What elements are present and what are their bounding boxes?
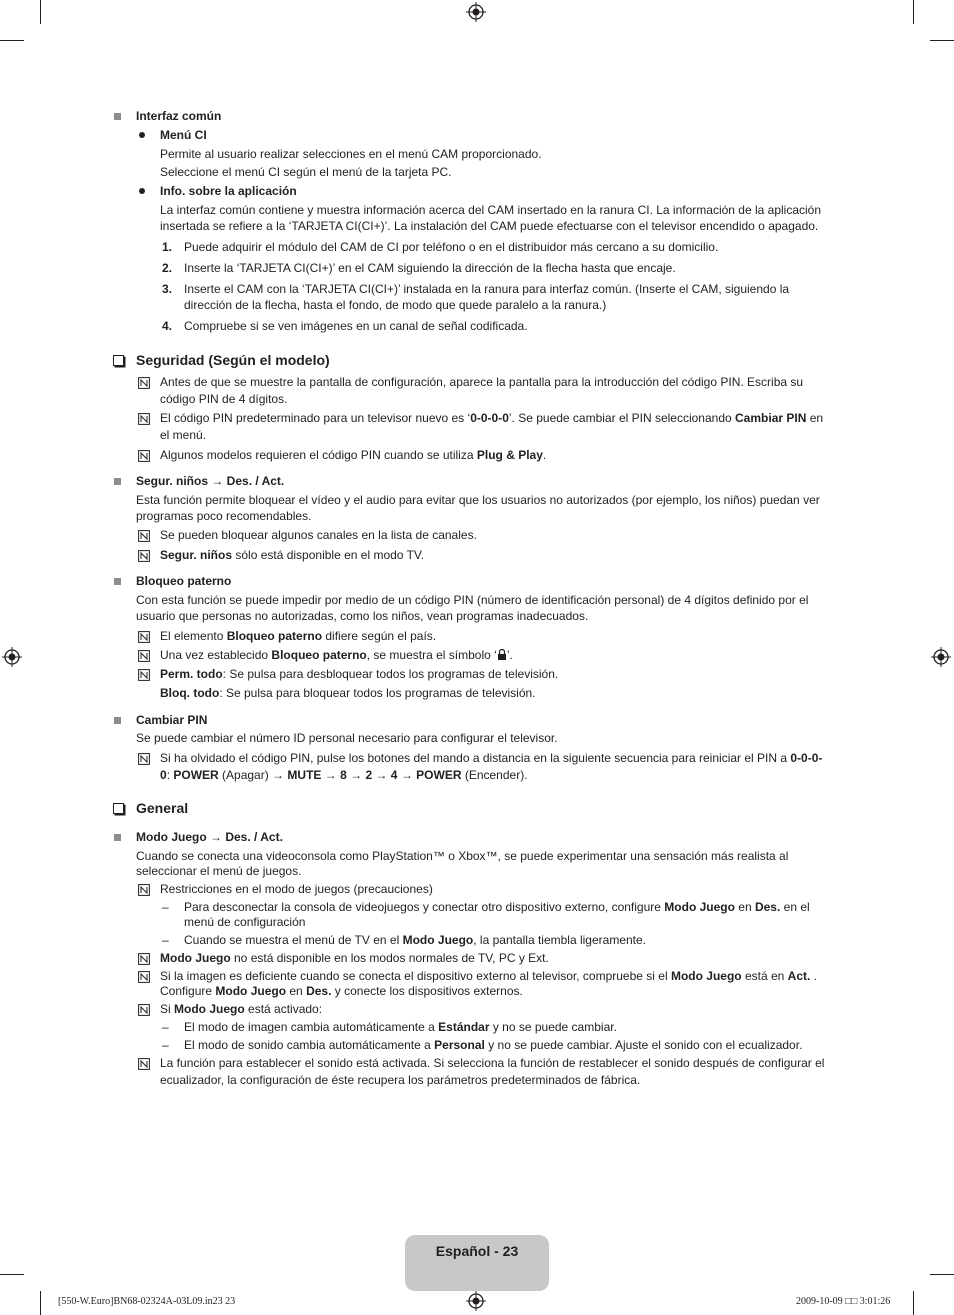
note-icon — [138, 884, 150, 896]
note-icon — [138, 413, 150, 425]
step-number: 1. — [162, 240, 173, 254]
note-text: 0: POWER (Apagar) → MUTE → 8 → 2 → 4 → POWER (Encender). — [160, 768, 528, 782]
note-text: Configure Modo Juego en Des. y conecte los dispositivos externos. — [160, 984, 523, 998]
dash-text: Para desconectar la consola de videojuegos y conectar otro dispositivo externo, configure Modo Juego en Des. en el — [184, 900, 810, 914]
subsection-title: Modo Juego → Des. / Act. — [136, 830, 283, 844]
note-text: Algunos modelos requieren el código PIN cuando se utiliza Plug & Play. — [160, 448, 547, 462]
item-title: Info. sobre la aplicación — [160, 184, 297, 198]
note-text: Bloq. todo: Se pulsa para bloquear todos los programas de televisión. — [160, 686, 536, 700]
step-text: Inserte el CAM con la ‘TARJETA CI(CI+)’ instalada en la ranura para interfaz común. (Inserte el CAM, siguiendo la — [184, 282, 790, 296]
section-title: General — [136, 800, 189, 816]
note-icon — [138, 550, 150, 562]
body-text: Cuando se conecta una videoconsola como PlayStation™ o Xbox™, se puede experimentar una sensación más realista al — [136, 849, 789, 863]
note-icon — [138, 971, 150, 983]
body-text: seleccionar el menú de juegos. — [136, 864, 302, 878]
note-text: Restricciones en el modo de juegos (precauciones) — [160, 882, 433, 896]
note-text: Si la imagen es deficiente cuando se conecta el dispositivo externo al televisor, compruebe si el Modo Juego está en Act. . — [160, 969, 818, 983]
note-text: Si Modo Juego está activado: — [160, 1002, 323, 1016]
note-icon — [138, 753, 150, 765]
body-text: Seleccione el menú CI según el menú de la tarjeta PC. — [160, 165, 452, 179]
crop-mark — [930, 40, 954, 41]
body-text: usuario que personas no autorizadas, como los niños, vean programas inadecuados. — [136, 609, 589, 623]
page-number-label: Español - 23 — [435, 1243, 519, 1259]
crop-mark — [0, 40, 24, 41]
dash-bullet: – — [162, 1020, 169, 1034]
square-bullet-icon — [114, 478, 121, 485]
registration-mark-icon — [466, 2, 486, 22]
body-text: programas poco recomendables. — [136, 509, 312, 523]
note-text: Si ha olvidado el código PIN, pulse los botones del mando a distancia en la siguiente secuencia para reiniciar el PIN a 0-0-0- — [160, 751, 823, 765]
item-title: Menú CI — [160, 128, 207, 142]
note-text: Segur. niños sólo está disponible en el modo TV. — [160, 548, 425, 562]
note-text: Una vez establecido Bloqueo paterno, se muestra el símbolo ‘ ’. — [160, 648, 513, 662]
registration-mark-icon — [466, 1291, 486, 1311]
dash-bullet: – — [162, 900, 169, 914]
note-text: El código PIN predeterminado para un televisor nuevo es ‘0-0-0-0’. Se puede cambiar el PIN seleccionando Cambiar PIN en — [160, 411, 824, 425]
subsection-title: Bloqueo paterno — [136, 574, 232, 588]
step-text: dirección de la flecha, hasta el fondo, de modo que quede paralelo a la ranura.) — [184, 298, 607, 312]
bullet-icon — [139, 188, 145, 194]
note-text: el menú. — [160, 428, 207, 442]
step-text: Inserte la ‘TARJETA CI(CI+)’ en el CAM siguiendo la dirección de la flecha hasta que encaje. — [184, 261, 676, 275]
registration-mark-icon — [931, 647, 951, 667]
body-text: Permite al usuario realizar selecciones en el menú CAM proporcionado. — [160, 147, 542, 161]
crop-mark — [40, 1291, 41, 1315]
note-icon — [138, 631, 150, 643]
note-icon — [138, 530, 150, 542]
note-icon — [138, 1004, 150, 1016]
step-number: 4. — [162, 319, 173, 333]
note-text: Se pueden bloquear algunos canales en la lista de canales. — [160, 528, 477, 542]
note-text: ecualizador, la configuración de éste recupera los parámetros predeterminados de fábrica. — [160, 1073, 641, 1087]
dash-bullet: – — [162, 933, 169, 947]
note-icon — [138, 650, 150, 662]
step-number: 2. — [162, 261, 173, 275]
note-text: código PIN de 4 dígitos. — [160, 392, 288, 406]
square-bullet-icon — [114, 578, 121, 585]
print-date-info: 2009-10-09 □□ 3:01:26 — [796, 1296, 891, 1307]
lock-icon — [497, 649, 507, 660]
note-icon — [138, 1058, 150, 1070]
body-text: Se puede cambiar el número ID personal necesario para configurar el televisor. — [136, 731, 558, 745]
dash-text: El modo de sonido cambia automáticamente a Personal y no se puede cambiar. Ajuste el sonido con el ecualizador. — [184, 1038, 803, 1052]
square-bullet-icon — [114, 113, 121, 120]
note-icon — [138, 953, 150, 965]
step-text: Compruebe si se ven imágenes en un canal de señal codificada. — [184, 319, 528, 333]
subsection-title: Cambiar PIN — [136, 713, 208, 727]
crop-mark — [40, 0, 41, 24]
note-text: El elemento Bloqueo paterno difiere según el país. — [160, 629, 437, 643]
body-text: insertada se refiere a la ‘TARJETA CI(CI+)’. La instalación del CAM puede efectuarse con el televisor encendido o apagado. — [160, 219, 819, 233]
body-text: Esta función permite bloquear el vídeo y el audio para evitar que los usuarios no autorizados (por ejemplo, los niños) puedan ver — [136, 493, 820, 507]
crop-mark — [913, 0, 914, 24]
note-text: Perm. todo: Se pulsa para desbloquear todos los programas de televisión. — [160, 667, 559, 681]
step-number: 3. — [162, 282, 173, 296]
dash-text: El modo de imagen cambia automáticamente a Estándar y no se puede cambiar. — [184, 1020, 617, 1034]
note-icon — [138, 377, 150, 389]
registration-mark-icon — [2, 647, 22, 667]
print-file-info: [550-W.Euro]BN68-02324A-03L09.in23 23 — [58, 1296, 236, 1307]
dash-text: menú de configuración — [184, 915, 306, 929]
subsection-title: Segur. niños → Des. / Act. — [136, 474, 285, 488]
note-text: La función para establecer el sonido está activada. Si selecciona la función de restablecer el sonido después de configurar el — [160, 1056, 825, 1070]
note-text: Antes de que se muestre la pantalla de configuración, aparece la pantalla para la introducción del código PIN. Escriba su — [160, 375, 804, 389]
body-text: La interfaz común contiene y muestra información acerca del CAM insertado en la ranura CI. La información de la aplicación — [160, 203, 822, 217]
square-bullet-icon — [114, 717, 121, 724]
subsection-title: Interfaz común — [136, 109, 222, 123]
step-text: Puede adquirir el módulo del CAM de CI por teléfono o en el distribuidor más cercano a su domicilio. — [184, 240, 719, 254]
crop-mark — [0, 1274, 24, 1275]
checkbox-bullet-icon — [113, 355, 124, 366]
section-title: Seguridad (Según el modelo) — [136, 352, 330, 368]
checkbox-bullet-icon — [113, 803, 124, 814]
note-icon — [138, 669, 150, 681]
body-text: Con esta función se puede impedir por medio de un código PIN (número de identificación personal) de 4 dígitos definido por el — [136, 593, 809, 607]
dash-bullet: – — [162, 1038, 169, 1052]
note-text: Modo Juego no está disponible en los modos normales de TV, PC y Ext. — [160, 951, 549, 965]
square-bullet-icon — [114, 834, 121, 841]
bullet-icon — [139, 132, 145, 138]
dash-text: Cuando se muestra el menú de TV en el Modo Juego, la pantalla tiembla ligeramente. — [184, 933, 647, 947]
note-icon — [138, 450, 150, 462]
crop-mark — [913, 1291, 914, 1315]
crop-mark — [930, 1274, 954, 1275]
